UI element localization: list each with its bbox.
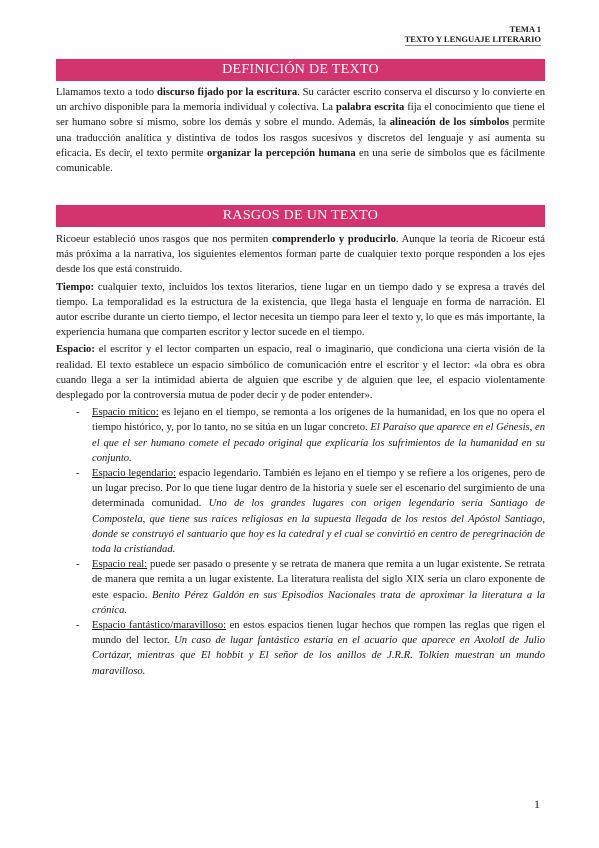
dash-bullet: -: [76, 407, 80, 419]
bold-run: palabra escrita: [335, 102, 405, 114]
dash-bullet: -: [76, 620, 80, 632]
rasgos-body: [56, 232, 545, 679]
item-example: Uno de los grandes lugares con origen legendario sería Santiago de Compostela, que tiene sus raíces religiosas en la supuesta llegada de los restos del Apóstol Santiago, donde se construyó el santuario que hoy es la catedral y el cual se convirtió en centro de peregrinación de toda la cristiandad.: [92, 498, 545, 556]
espacio-paragraph: [56, 342, 545, 403]
espacio-types-list: [56, 405, 545, 679]
bold-run: comprenderlo y producirlo: [271, 234, 396, 245]
text-run: . Su carácter escrito conserva el discurso y lo convierte en un archivo disponible para la memoria individual y colectiva. La: [56, 87, 545, 114]
item-label: Espacio fantástico/maravilloso:: [92, 620, 227, 632]
text-run: el escritor y el lector comparten un espacio, real o imaginario, que condiciona una cierta visión de la realidad. El texto establece un espacio simbólico de comunicación entre el escritor y el lector: «la obra es obra cuando llega a ser la intimidad abierta de alguien que escribe y de alguien que lee, el espacio violentamente desplegado por la controversia mutua de poder decir y de poder entender».: [56, 344, 545, 402]
list-item-fantastico: [56, 618, 545, 679]
item-label: Espacio mítico:: [92, 407, 159, 419]
rasgos-intro: [56, 232, 545, 278]
item-example: El Paraíso que aparece en el Génesis, en el que el ser humano comete el pecado original que explicaría los sufrimientos de la humanidad en su conjunto.: [92, 422, 545, 464]
section-title-rasgos: RASGOS DE UN TEXTO: [56, 205, 545, 227]
list-item-real: [56, 557, 545, 618]
section-title-definicion: DEFINICIÓN DE TEXTO: [56, 59, 545, 81]
item-example: Un caso de lugar fantástico estaría en el acuario que aparece en Axolotl de Julio Cortázar, mientras que El hobbit y El señor de los anillos de J.R.R. Tolkien muestran un mundo maravilloso.: [92, 635, 545, 677]
item-text: puede ser pasado o presente y se retrata de manera que remita a un lugar existente. Se retrata de manera que remita a un lugar existente. La literatura realista del siglo XIX sería un claro exponente de este espacio.: [92, 559, 545, 601]
bold-run: discurso fijado por la escritura: [156, 87, 298, 98]
header-topic: TEMA 1: [509, 24, 541, 34]
list-item-legendario: [56, 466, 545, 557]
text-run: Llamamos texto a todo: [56, 87, 157, 98]
dash-bullet: -: [76, 468, 80, 480]
page-number: 1: [534, 797, 540, 811]
text-run: en una serie de símbolos que es fácilmente comunicable.: [56, 147, 546, 175]
tiempo-label: Tiempo:: [56, 281, 95, 293]
item-text: en estos espacios tienen lugar hechos que rompen las reglas que rigen el mundo del lector.: [92, 620, 546, 647]
text-run: fija el conocimiento que tiene el ser humano sobre sí mismo, sobre los demás y sobre el mundo. Además, la: [56, 102, 545, 129]
text-run: Ricoeur estableció unos rasgos que nos permiten: [56, 234, 272, 245]
tiempo-paragraph: [56, 280, 545, 341]
item-example: Benito Pérez Galdón en sus Episodios Nacionales trata de aproximar la literatura a la crónica.: [92, 589, 546, 616]
bold-run: organizar la percepción humana: [207, 147, 356, 159]
text-run: . Aunque la teoría de Ricoeur está más próxima a la narrativa, los siguientes elementos forman parte de cualquier texto porque responden a los ejes desde los que está construido.: [56, 234, 545, 276]
list-item-mitico: [56, 405, 545, 466]
espacio-label: Espacio:: [56, 344, 95, 356]
header-subject: TEXTO Y LENGUAJE LITERARIO: [404, 34, 541, 44]
document-header: [405, 24, 541, 46]
text-run: permite una traducción analítica y distintiva de todos los rasgos sucesivos y discretos del lenguaje y así aumenta su eficacia. Es decir, el texto permite: [56, 117, 545, 159]
text-run: cualquier texto, incluidos los textos literarios, tiene lugar en un tiempo dado y se expresa a través del tiempo. La temporalidad es la estructura de la existencia, que llega hasta el lenguaje en forma de narración. El autor escribe durante un cierto tiempo, el lector necesita un tiempo para leer el texto y, lo que es más importante, la experiencia humana que comparten escritor y lector sucede en el tiempo.: [56, 281, 545, 339]
dash-bullet: -: [76, 559, 80, 571]
paragraph: [56, 85, 545, 176]
item-text: es lejano en el tiempo, se remonta a los orígenes de la humanidad, en los que no opera el tiempo histórico, y, por lo tanto, no se sitúa en un lugar concreto.: [92, 407, 545, 434]
item-label: Espacio legendario:: [92, 468, 177, 480]
bold-run: alineación de los símbolos: [389, 117, 509, 129]
definicion-paragraph: [56, 85, 545, 178]
item-text: espacio legendario. También es lejano en el tiempo y se refiere a los orígenes, pero de un lugar preciso. Por lo que tiene lugar dentro de la historia y suele ser el escenario del surgimiento de una determinada comunidad.: [92, 468, 545, 510]
item-label: Espacio real:: [92, 559, 148, 571]
